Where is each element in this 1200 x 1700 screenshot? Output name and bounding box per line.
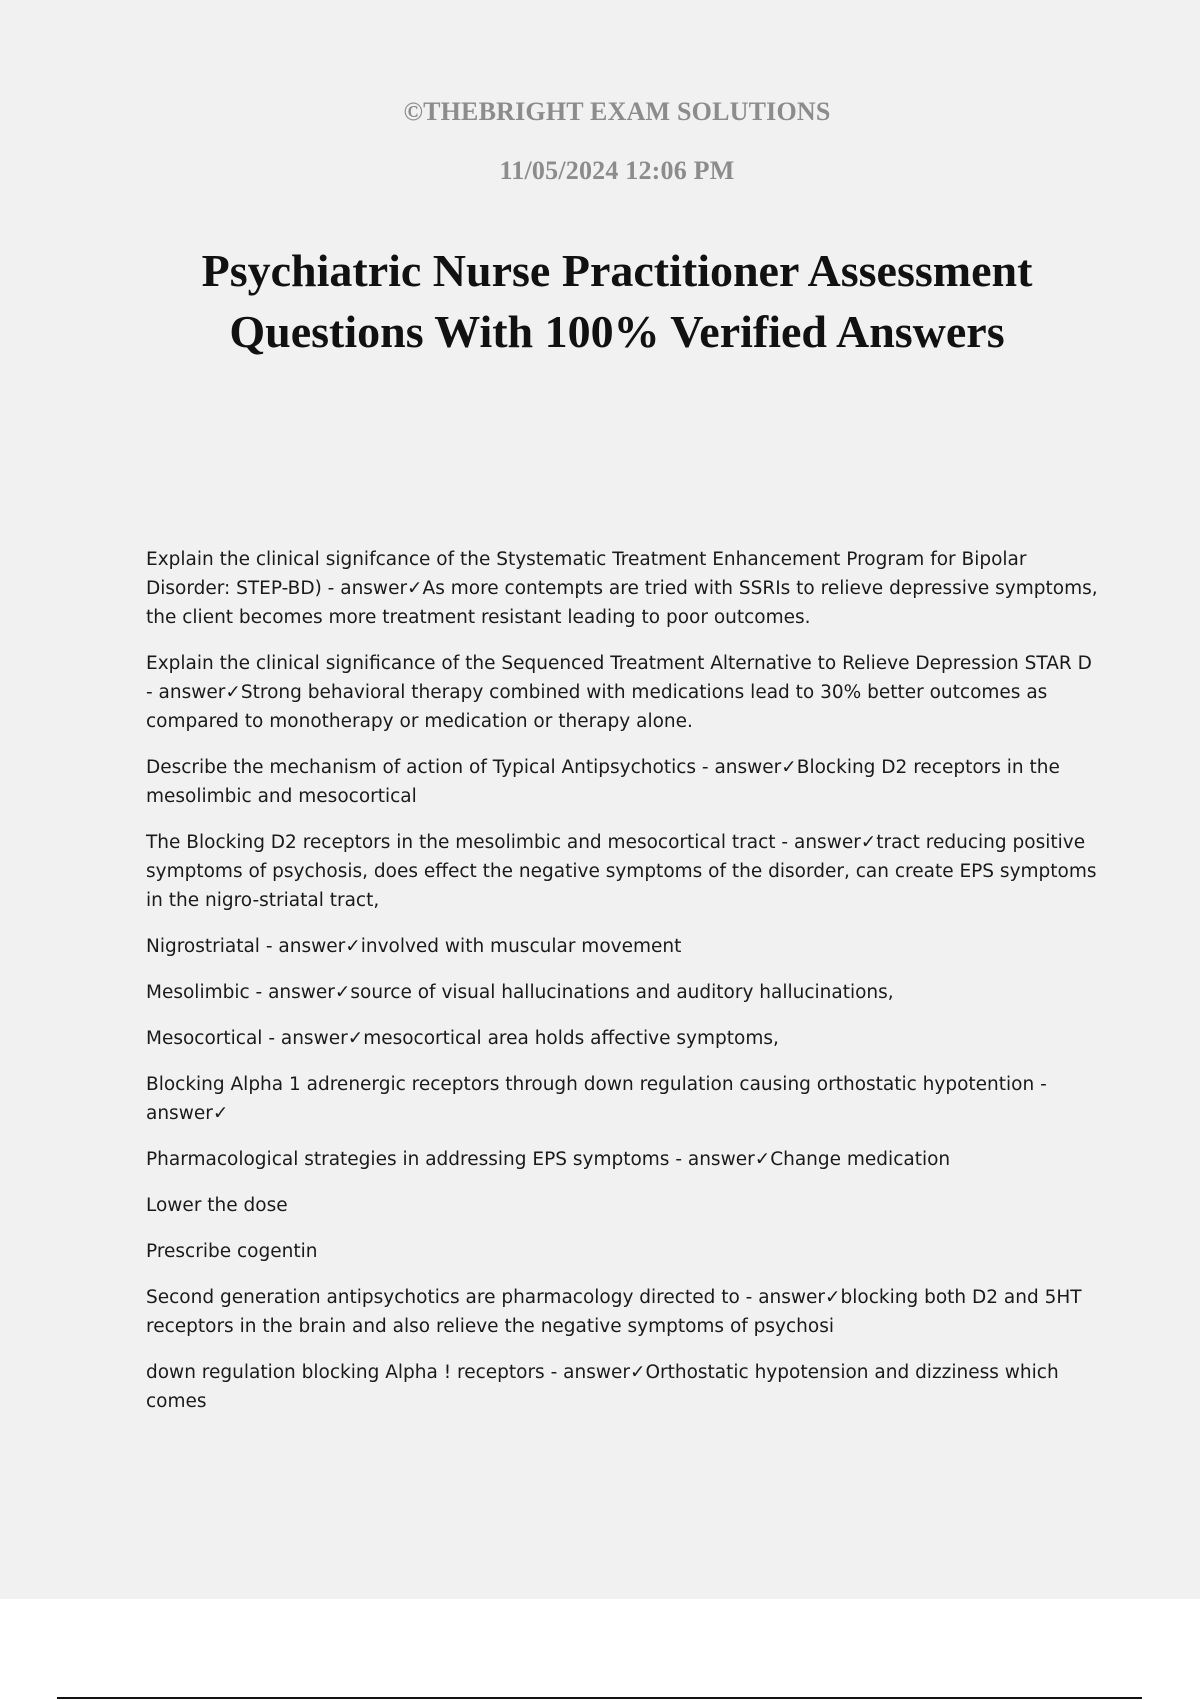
qa-item: Blocking Alpha 1 adrenergic receptors through down regulation causing orthostatic hypotention - answer✓ — [146, 1074, 1047, 1124]
qa-item: Second generation antipsychotics are pharmacology directed to - answer✓blocking both D2 and 5HT receptors in the brain and also relieve the negative symptoms of psychosi — [146, 1287, 1082, 1337]
qa-item: Describe the mechanism of action of Typical Antipsychotics - answer✓Blocking D2 receptors in the mesolimbic and mesocortical — [146, 757, 1060, 807]
page-title — [0, 240, 1200, 362]
qa-item: Explain the clinical signifcance of the Stystematic Treatment Enhancement Program for Bipolar Disorder: STEP-BD) - answer✓As more contempts are tried with SSRIs to relieve depressive symptoms, the client becomes more treatment resistant leading to poor outcomes. — [146, 549, 1098, 628]
qa-item: Prescribe cogentin — [146, 1241, 318, 1262]
qa-item: Nigrostriatal - answer✓involved with muscular movement — [146, 936, 682, 957]
qa-item: Lower the dose — [146, 1195, 288, 1216]
title-line-1: Psychiatric Nurse Practitioner Assessment — [201, 245, 1033, 296]
qa-list — [146, 545, 1101, 1416]
qa-item: Explain the clinical significance of the Sequenced Treatment Alternative to Relieve Depression STAR D - answer✓Strong behavioral therapy combined with medications lead to 30% better outcomes as compared to monotherapy or medication or therapy alone. — [146, 653, 1092, 732]
brand-watermark: ©THEBRIGHT EXAM SOLUTIONS — [403, 97, 831, 126]
qa-item: The Blocking D2 receptors in the mesolimbic and mesocortical tract - answer✓tract reducing positive symptoms of psychosis, does effect the negative symptoms of the disorder, can create EPS symptoms in the nigro-striatal tract, — [146, 832, 1097, 911]
qa-item: Pharmacological strategies in addressing EPS symptoms - answer✓Change medication — [146, 1149, 951, 1170]
qa-item: Mesocortical - answer✓mesocortical area holds affective symptoms, — [146, 1028, 779, 1049]
timestamp-watermark: 11/05/2024 12:06 PM — [499, 156, 735, 185]
qa-item: Mesolimbic - answer✓source of visual hallucinations and auditory hallucinations, — [146, 982, 894, 1003]
bottom-divider — [57, 1697, 1142, 1699]
title-line-2: Questions With 100% Verified Answers — [229, 306, 1005, 357]
qa-item: down regulation blocking Alpha ! receptors - answer✓Orthostatic hypotension and dizziness which comes — [146, 1362, 1059, 1412]
